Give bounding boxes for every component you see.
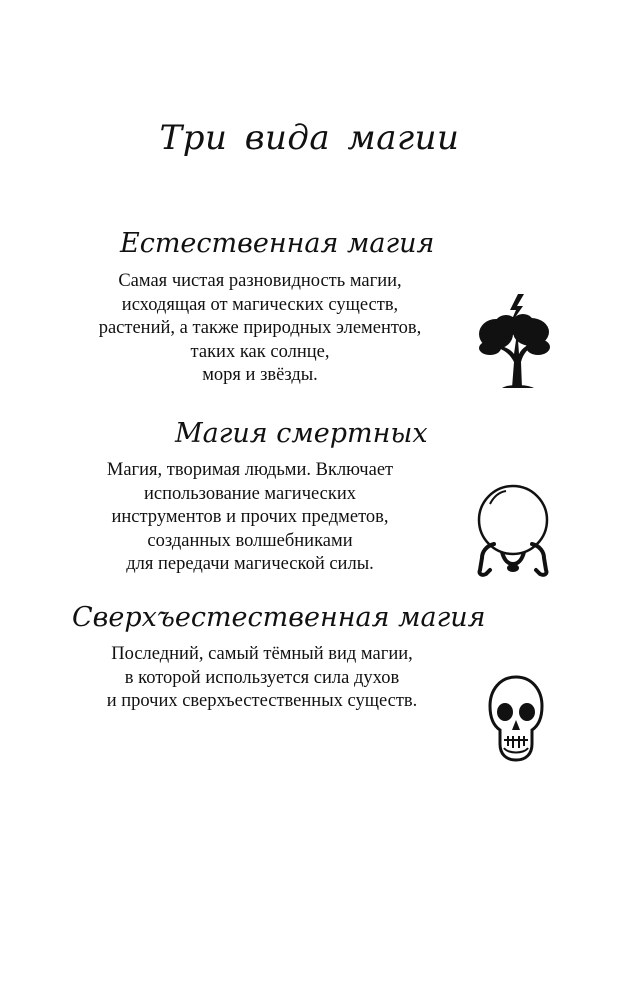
body-line: использование магических [143,483,357,504]
body-line: исходящая от магических существ, [121,294,399,315]
body-line: Последний, самый тёмный вид магии, [111,644,413,664]
body-line: созданных волшебниками [147,530,353,551]
page-title: Три вида магии [159,118,460,158]
section-body-supernatural-magic [52,643,472,714]
body-line: растений, а также природных элементов, [98,318,422,338]
lightning-tree-icon [476,292,554,392]
skull-icon [486,674,546,764]
body-line: и прочих сверхъестественных существ. [106,691,418,711]
body-line: в которой используется сила духов [124,667,400,688]
section-title-natural-magic: Естественная магия [120,228,435,259]
body-line: инструментов и прочих предметов, [111,507,389,527]
section-body-mortal-magic [40,459,460,577]
body-line: Магия, творимая людьми. Включает [106,460,394,480]
crystal-ball-icon [472,482,554,580]
section-title-mortal-magic: Магия смертных [175,418,428,449]
body-line: для передачи магической силы. [126,554,374,574]
body-line: моря и звёзды. [202,365,318,385]
section-body-natural-magic [50,270,470,388]
section-title-supernatural-magic: Сверхъестественная магия [72,602,486,633]
body-line: таких как солнце, [190,341,330,362]
body-line: Самая чистая разновидность магии, [118,271,402,291]
